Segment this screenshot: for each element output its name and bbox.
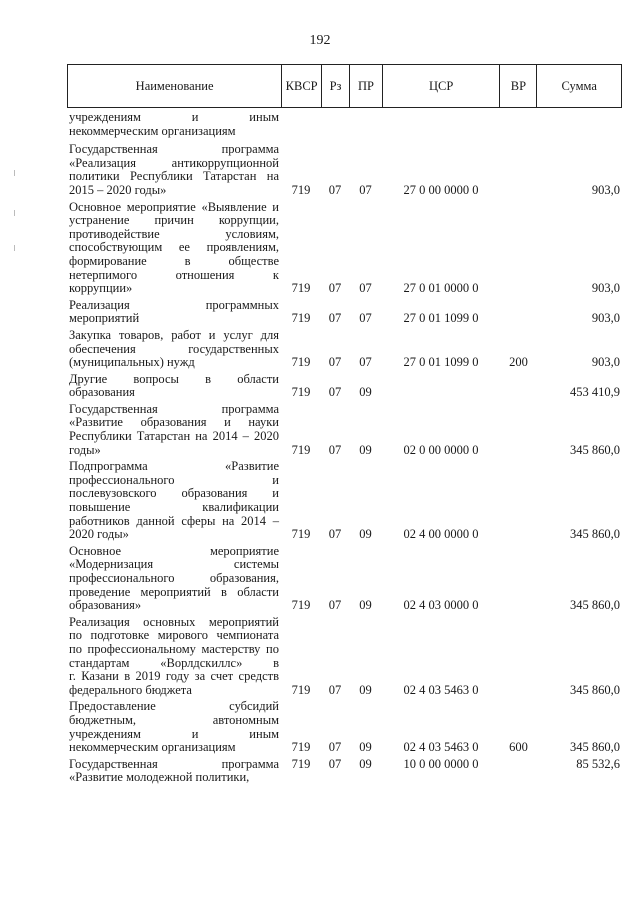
row-name-line: мероприятий: [69, 311, 140, 326]
cell-kvsr: 719: [291, 385, 311, 400]
page-number: 192: [309, 33, 331, 48]
table-row: [67, 143, 622, 197]
cell-kvsr: 719: [291, 442, 311, 457]
cell-rz: 07: [328, 756, 342, 771]
table-row: [67, 111, 622, 138]
margin-mark: [14, 170, 15, 176]
table-row: [67, 758, 622, 785]
row-name: [67, 329, 281, 370]
row-name-line: федерального бюджета: [69, 682, 192, 697]
row-name: [67, 616, 281, 698]
row-name-line: обеспечения государственных: [69, 341, 279, 356]
cell-rz: 07: [328, 442, 342, 457]
header-csr: ЦСР: [382, 65, 500, 107]
row-name-line: профессионального и: [69, 472, 279, 487]
cell-sum: 453 410,9: [570, 385, 620, 400]
row-name-line: послевузовского образования и: [69, 486, 279, 501]
row-name-line: 2015 – 2020 годы»: [69, 182, 167, 197]
row-name: [67, 143, 281, 197]
header-sum: Сумма: [536, 65, 621, 107]
row-name: [67, 700, 281, 754]
row-name-line: проведение мероприятий в области: [69, 584, 279, 599]
row-name-line: бюджетным, автономным: [69, 712, 279, 727]
row-name-line: повышение квалификации: [69, 500, 279, 515]
table-row: [67, 460, 622, 542]
row-name-line: работников данной сферы на 2014 –: [69, 513, 279, 528]
cell-rz: 07: [328, 182, 342, 197]
cell-kvsr: 719: [291, 740, 311, 755]
row-name-line: «Модернизация системы: [69, 557, 279, 572]
cell-rz: 07: [328, 311, 342, 326]
row-name-line: способствующим ее проявлениям,: [69, 240, 279, 255]
row-name: [67, 299, 281, 326]
row-name-line: Основное мероприятие: [69, 543, 279, 558]
cell-csr: 27 0 01 1099 0: [403, 311, 479, 326]
row-name: [67, 758, 281, 785]
cell-csr: 27 0 00 0000 0: [403, 182, 479, 197]
cell-csr: 27 0 01 0000 0: [403, 281, 479, 296]
row-name-line: Реализация программных: [69, 297, 279, 312]
cell-pr: 09: [359, 756, 372, 771]
header-name: Наименование: [135, 78, 214, 93]
table-row: [67, 616, 622, 698]
cell-sum: 345 860,0: [570, 527, 620, 542]
cell-pr: 09: [359, 598, 372, 613]
cell-kvsr: 719: [291, 281, 311, 296]
row-name-line: некоммерческим организациям: [69, 123, 236, 138]
row-name-line: по профессиональному мастерству по: [69, 641, 279, 656]
row-name-line: Основное мероприятие «Выявление и: [69, 199, 279, 214]
cell-csr: 27 0 01 1099 0: [403, 355, 479, 370]
cell-kvsr: 719: [291, 527, 311, 542]
cell-sum: 345 860,0: [570, 740, 620, 755]
row-name-line: нетерпимого отношения к: [69, 267, 279, 282]
row-name-line: «Реализация антикоррупционной: [69, 155, 279, 170]
cell-pr: 09: [359, 527, 372, 542]
row-name: [67, 403, 281, 457]
cell-rz: 07: [328, 740, 342, 755]
row-name-line: политики Республики Татарстан на: [69, 169, 279, 184]
table-row: [67, 201, 622, 296]
margin-mark: [14, 210, 15, 216]
cell-pr: 09: [359, 740, 372, 755]
row-name: [67, 201, 281, 296]
row-name-line: Республики Татарстан на 2014 – 2020: [69, 429, 279, 444]
cell-sum: 903,0: [591, 182, 620, 197]
cell-kvsr: 719: [291, 598, 311, 613]
table-body: [67, 111, 622, 785]
row-name-line: образования: [69, 385, 135, 400]
cell-pr: 07: [359, 182, 372, 197]
row-name-line: Другие вопросы в области: [69, 371, 279, 386]
table-row: [67, 700, 622, 754]
cell-kvsr: 719: [291, 182, 311, 197]
row-name-line: г. Казани в 2019 году за счет средств: [69, 669, 279, 684]
row-name-line: по подготовке мирового чемпионата: [69, 628, 279, 643]
header-vr: ВР: [499, 65, 536, 107]
cell-sum: 903,0: [591, 281, 620, 296]
cell-sum: 903,0: [591, 355, 620, 370]
cell-csr: 10 0 00 0000 0: [403, 756, 479, 771]
table-row: [67, 545, 622, 613]
cell-kvsr: 719: [291, 355, 311, 370]
table-row: [67, 299, 622, 326]
row-name-line: коррупции»: [69, 281, 133, 296]
cell-rz: 07: [328, 527, 342, 542]
cell-vr: 200: [509, 355, 528, 370]
row-name-line: некоммерческим организациям: [69, 740, 236, 755]
table-header: [67, 64, 622, 108]
row-name-line: профессионального образования,: [69, 571, 279, 585]
margin-mark: [14, 245, 15, 251]
cell-pr: 09: [359, 385, 372, 400]
row-name-line: «Развитие образования и науки: [69, 415, 279, 430]
row-name-line: годы»: [69, 442, 101, 457]
row-name-line: образования»: [69, 598, 142, 613]
row-name-line: Государственная программа: [69, 142, 279, 157]
row-name-line: 2020 годы»: [69, 527, 129, 542]
cell-pr: 07: [359, 311, 372, 326]
row-name: [67, 373, 281, 400]
table-row: [67, 403, 622, 457]
cell-vr: 600: [509, 740, 528, 755]
row-name-line: (муниципальных) нужд: [69, 355, 195, 370]
cell-csr: 02 4 03 0000 0: [403, 598, 479, 613]
cell-rz: 07: [328, 598, 342, 613]
cell-rz: 07: [328, 355, 342, 370]
cell-kvsr: 719: [291, 756, 311, 771]
cell-csr: 02 4 03 5463 0: [403, 682, 479, 697]
row-name: [67, 545, 281, 613]
cell-csr: 02 4 03 5463 0: [403, 740, 479, 755]
row-name-line: Предоставление субсидий: [69, 699, 279, 714]
row-name-line: учреждениям и иным: [69, 110, 279, 124]
cell-csr: 02 4 00 0000 0: [403, 527, 479, 542]
row-name-line: Государственная программа: [69, 756, 279, 771]
cell-pr: 09: [359, 442, 372, 457]
row-name-line: Закупка товаров, работ и услуг для: [69, 327, 279, 342]
cell-kvsr: 719: [291, 311, 311, 326]
row-name: [67, 460, 281, 542]
cell-sum: 85 532,6: [576, 756, 620, 771]
cell-pr: 09: [359, 682, 372, 697]
cell-sum: 903,0: [591, 311, 620, 326]
cell-rz: 07: [328, 281, 342, 296]
cell-kvsr: 719: [291, 682, 311, 697]
cell-sum: 345 860,0: [570, 442, 620, 457]
cell-rz: 07: [328, 682, 342, 697]
header-kvsr: КВСР: [281, 65, 321, 107]
row-name-line: Государственная программа: [69, 401, 279, 416]
row-name: [67, 111, 281, 138]
cell-sum: 345 860,0: [570, 598, 620, 613]
row-name-line: противодействие условиям,: [69, 226, 279, 241]
cell-pr: 07: [359, 355, 372, 370]
row-name-line: «Развитие молодежной политики,: [69, 770, 250, 785]
row-name-line: формирование в обществе: [69, 253, 279, 268]
table-row: [67, 373, 622, 400]
row-name-line: стандартам «Ворлдскиллс» в: [69, 655, 279, 670]
table-row: [67, 329, 622, 370]
row-name-line: Подпрограмма «Развитие: [69, 459, 279, 474]
row-name-line: учреждениям и иным: [69, 726, 279, 741]
budget-table: [67, 64, 622, 785]
cell-rz: 07: [328, 385, 342, 400]
header-rz: Рз: [321, 65, 349, 107]
cell-sum: 345 860,0: [570, 682, 620, 697]
row-name-line: Реализация основных мероприятий: [69, 614, 279, 629]
header-pr: ПР: [349, 65, 382, 107]
row-name-line: устранение причин коррупции,: [69, 213, 279, 228]
cell-csr: 02 0 00 0000 0: [403, 442, 479, 457]
cell-pr: 07: [359, 281, 372, 296]
